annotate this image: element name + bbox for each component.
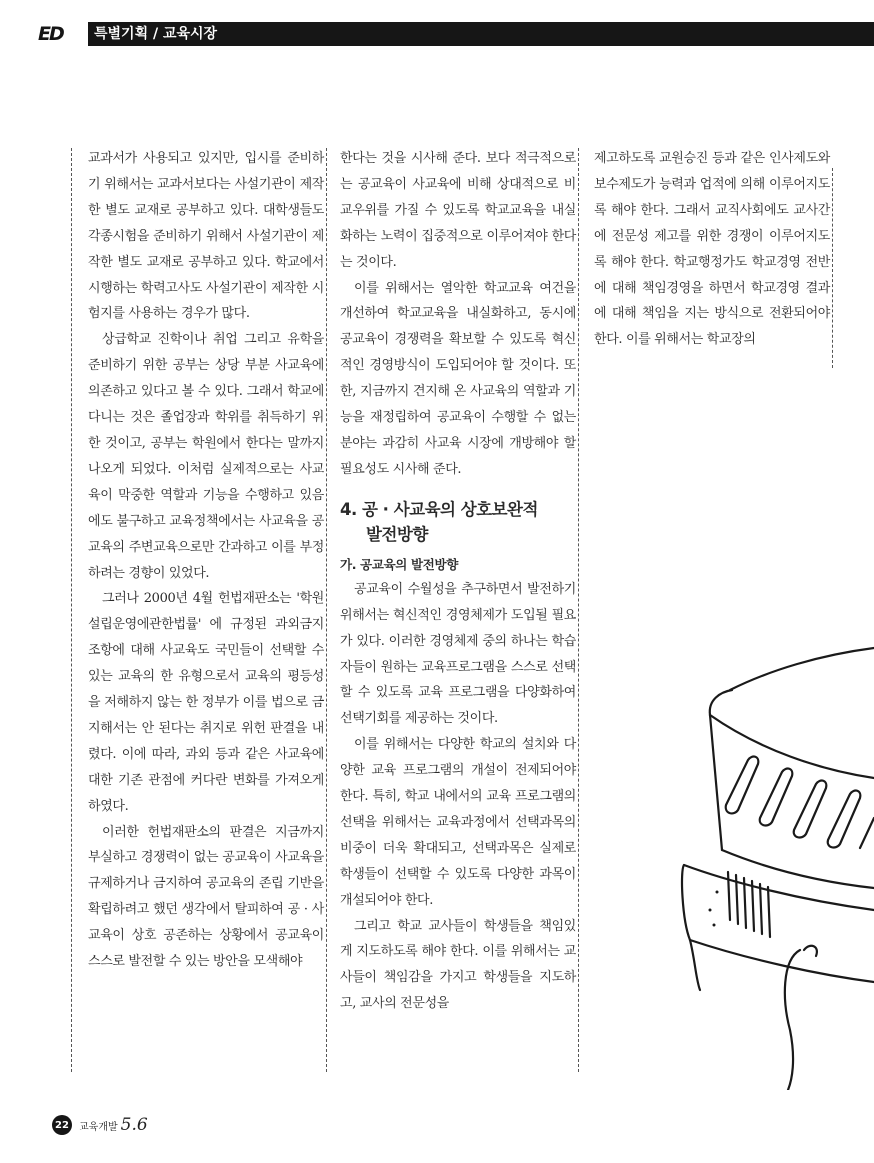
paragraph: 이를 위해서는 열악한 학교교육 여건을 개선하여 학교교육을 내실화하고, 동시에 공교육이 경쟁력을 확보할 수 있도록 혁신적인 경영방식이 도입되어야 할 것이다. 또한, 지금까지 견지해 온 사교육의 역할과 기능을 재정립하여 공교육이 수행할 수 없는 분야는 과감히 사교육 시장에 개방해야 할 필요성도 시사해 준다. bbox=[340, 280, 576, 477]
magazine-logo bbox=[32, 22, 88, 46]
paragraph: 그리고 학교 교사들이 학생들을 책임있게 지도하도록 해야 한다. 이를 위해서는 교사들이 책임감을 가지고 학생들을 지도하고, 교사의 전문성을 bbox=[340, 918, 576, 1012]
page-number: 22 bbox=[52, 1115, 72, 1135]
column-rule-mid2 bbox=[578, 148, 580, 1072]
section-title: 특별기획 / 교육시장 bbox=[94, 26, 218, 42]
subsection-heading: 가. 공교육의 발전방향 bbox=[340, 556, 458, 572]
paragraph: 이를 위해서는 다양한 학교의 설치와 다양한 교육 프로그램의 개설이 전제되어야 한다. 특히, 학교 내에서의 교육 프로그램의 선택을 위해서는 교육과정에서 선택과목의 비중이 더욱 확대되고, 선택과목은 실제로 학생들이 선택할 수 있도록 다양한 과목이 개설되어야 한다. bbox=[340, 737, 576, 908]
section-heading-line2: 발전방향 bbox=[366, 524, 428, 544]
section-heading bbox=[340, 497, 576, 547]
paragraph: 공교육이 수월성을 추구하면서 발전하기 위해서는 혁신적인 경영체제가 도입될 필요가 있다. 이러한 경영체제 중의 하나는 학습자들이 원하는 교육프로그램을 스스로 선택할 수 있도록 교육 프로그램을 다양화하여 선택기회를 제공하는 것이다. bbox=[340, 581, 576, 727]
paragraph: 이러한 헌법재판소의 판결은 지금까지 부실하고 경쟁력이 없는 공교육이 사교육을 규제하거나 금지하여 공교육의 존립 기반을 확립하려고 했던 생각에서 탈피하여 공 · 사교육이 상호 공존하는 상황에서 공교육이 스스로 발전할 수 있는 방안을 모색해야 bbox=[88, 824, 324, 970]
paragraph: 그러나 2000년 4월 헌법재판소는 '학원설립운영에관한법률' 에 규정된 과외금지 조항에 대해 사교육도 국민들이 선택할 수 있는 교육의 한 유형으로서 교육의 평등성을 저해하지 않는 한 정부가 이를 법으로 금지해서는 안 된다는 취지로 위헌 판결을 내렸다. 이에 따라, 과외 등과 같은 사교육에 대한 기존 관점에 커다란 변화를 가져오게 하였다. bbox=[88, 591, 324, 814]
appliance-illustration bbox=[670, 620, 874, 1090]
paragraph: 한다는 것을 시사해 준다. 보다 적극적으로는 공교육이 사교육에 비해 상대적으로 비교우위를 가질 수 있도록 학교교육을 내실화하는 노력이 집중적으로 이루어져야 한다는 것이다. bbox=[340, 151, 576, 270]
magazine-name: 교육개발 bbox=[79, 1121, 118, 1133]
paragraph: 제고하도록 교원승진 등과 같은 인사제도와 보수제도가 능력과 업적에 의해 이루어지도록 해야 한다. 그래서 교직사회에도 교사간에 전문성 제고를 위한 경쟁이 이루어지도록 해야 한다. 학교행정가도 학교경영 전반에 대해 책임경영을 하면서 학교경영 결과에 대해 책임을 지는 방식으로 전환되어야 한다. 이를 위해서는 학교장의 bbox=[594, 151, 830, 348]
column-rule-right bbox=[832, 168, 834, 368]
paragraph: 상급학교 진학이나 취업 그리고 유학을 준비하기 위한 공부는 상당 부분 사교육에 의존하고 있다고 볼 수 있다. 그래서 학교에 다니는 것은 졸업장과 학위를 취득하기 위한 것이고, 공부는 학원에서 한다는 말까지 나오게 되었다. 이처럼 실제적으로는 사교육이 막중한 역할과 기능을 수행하고 있음에도 불구하고 교육정책에서는 사교육을 공교육의 주변교육으로만 간과하고 이를 부정하려는 경향이 있었다. bbox=[88, 332, 324, 581]
page-footer bbox=[52, 1114, 148, 1136]
header-bar bbox=[32, 22, 874, 46]
logo-text: ED bbox=[38, 23, 63, 45]
column-rule-mid1 bbox=[326, 148, 328, 1072]
issue-number: 5.6 bbox=[120, 1115, 148, 1135]
column-rule-left bbox=[71, 148, 73, 1072]
paragraph: 교과서가 사용되고 있지만, 입시를 준비하기 위해서는 교과서보다는 사설기관이 제작한 별도 교재로 공부하고 있다. 대학생들도 각종시험을 준비하기 위해서 사설기관이 제작한 별도 교재로 공부하고 있다. 학교에서 시행하는 학력고사도 사설기관이 제작한 시험지를 사용하는 경우가 많다. bbox=[88, 151, 324, 322]
section-heading-line1: 4. 공 · 사교육의 상호보완적 bbox=[340, 499, 538, 519]
article-column-2 bbox=[340, 146, 576, 1017]
article-column-1 bbox=[88, 146, 324, 975]
article-column-3 bbox=[594, 146, 830, 353]
